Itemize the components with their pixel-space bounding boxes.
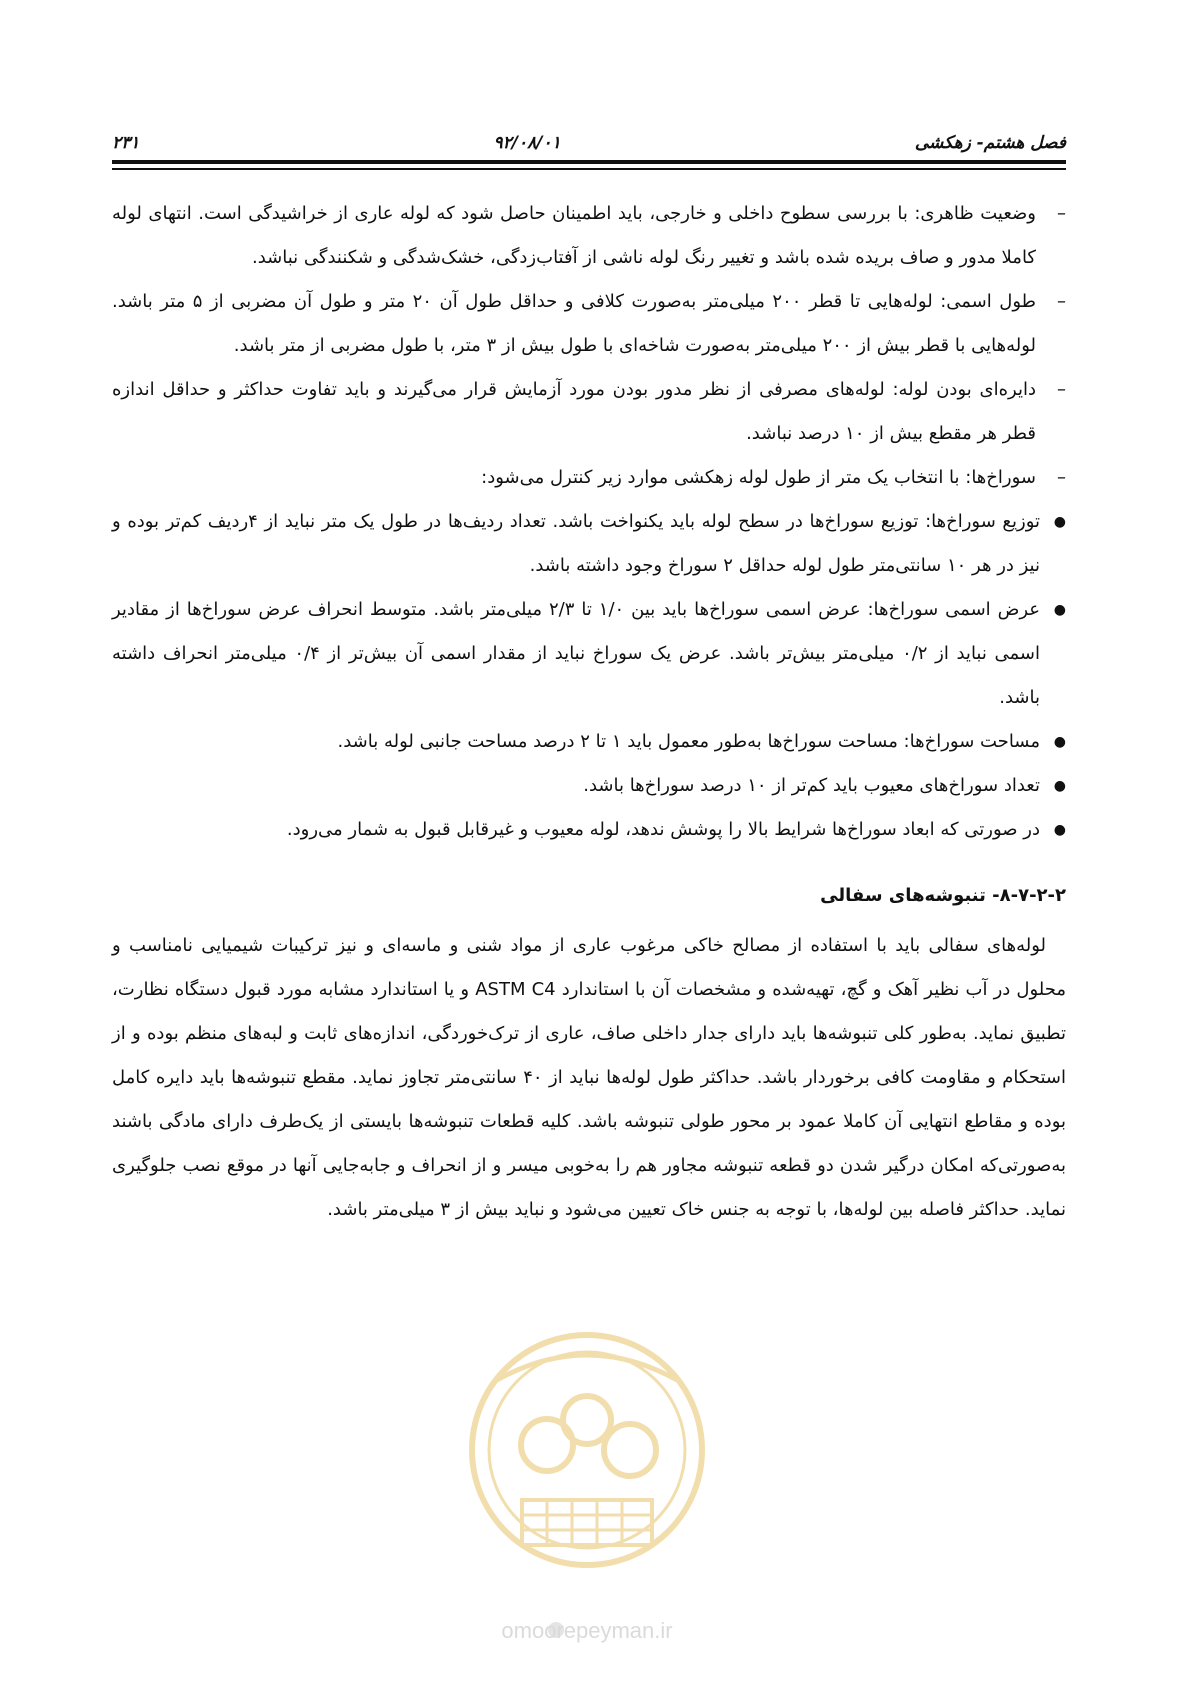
- dash-marker: –: [1057, 291, 1066, 312]
- bullet-item-area: [112, 720, 1066, 764]
- header-rule-thick: [112, 160, 1066, 164]
- dash-list: [112, 192, 1066, 500]
- dash-marker: –: [1057, 467, 1066, 488]
- bullet-item-distribution: [112, 500, 1066, 588]
- dash-item-roundness: [112, 368, 1066, 456]
- bullet-item-defective: [112, 764, 1066, 808]
- bullet-marker: ●: [1053, 514, 1066, 530]
- dash-item-perforations: [112, 456, 1066, 500]
- dash-marker: –: [1057, 203, 1066, 224]
- dash-item-text: سوراخ‌ها: با انتخاب یک متر از طول لوله زهکشی موارد زیر کنترل می‌شود:: [481, 467, 1036, 488]
- section-heading: ۸-۷-۲-۲- تنبوشه‌های سفالی: [820, 885, 1066, 906]
- page-number: ۲۳۱: [112, 133, 140, 153]
- bullet-item-text: عرض اسمی سوراخ‌ها: عرض اسمی سوراخ‌ها باید بین ۱/۰ تا ۲/۳ میلی‌متر باشد. متوسط انحراف عرض سوراخ‌ها از مقادیر اسمی نباید از ۰/۲ میلی‌متر بیش‌تر باشد. عرض یک سوراخ نباید از مقدار اسمی آن بیش‌تر از ۰/۴ میلی‌متر انحراف داشته باشد.: [112, 599, 1041, 708]
- bullet-marker: ●: [1053, 734, 1066, 750]
- watermark-seal-graphic: [452, 1310, 722, 1650]
- dash-item-text: طول اسمی: لوله‌هایی تا قطر ۲۰۰ میلی‌متر به‌صورت کلافی و حداقل طول آن ۲۰ متر و طول آن مضربی از ۵ متر باشد. لوله‌هایی با قطر بیش از ۲۰۰ میلی‌متر به‌صورت شاخه‌ای با طول بیش از ۳ متر، با طول مضربی از متر باشد.: [112, 291, 1036, 356]
- bullet-item-text: در صورتی که ابعاد سوراخ‌ها شرایط بالا را پوشش ندهد، لوله معیوب و غیرقابل قبول به شمار می‌رود.: [286, 819, 1040, 840]
- header-rule-thin: [112, 168, 1066, 170]
- dash-marker: –: [1057, 379, 1066, 400]
- bullet-item-text: توزیع سوراخ‌ها: توزیع سوراخ‌ها در سطح لوله باید یکنواخت باشد. تعداد ردیف‌ها در طول یک متر نباید از ۴ردیف کم‌تر بوده و نیز در هر ۱۰ سانتی‌متر طول لوله حداقل ۲ سوراخ وجود داشته باشد.: [112, 511, 1041, 576]
- revision-date: ۹۲/۰۸/۰۱: [493, 133, 561, 153]
- bullet-marker: ●: [1053, 822, 1066, 838]
- bullet-marker: ●: [1053, 602, 1066, 618]
- bullet-item-width: [112, 588, 1066, 720]
- bullet-list: [112, 500, 1066, 852]
- bullet-item-text: مساحت سوراخ‌ها: مساحت سوراخ‌ها به‌طور معمول باید ۱ تا ۲ درصد مساحت جانبی لوله باشد.: [337, 731, 1040, 752]
- dash-item-text: وضعیت ظاهری: با بررسی سطوح داخلی و خارجی، باید اطمینان حاصل شود که لوله عاری از خراشیدگی است. انتهای لوله کاملا مدور و صاف بریده شده باشد و تغییر رنگ لوله ناشی از آفتاب‌زدگی، خشک‌شدگی و شکنندگی نباشد.: [112, 203, 1036, 268]
- watermark-url: omoorepeyman.ir: [501, 1618, 673, 1643]
- watermark-logo: [452, 1310, 722, 1650]
- dash-item-nominal-length: [112, 280, 1066, 368]
- dash-item-appearance: [112, 192, 1066, 280]
- bullet-marker: ●: [1053, 778, 1066, 794]
- bullet-item-rejection: [112, 808, 1066, 852]
- chapter-title: فصل هشتم- زهکشی: [914, 133, 1066, 153]
- dash-item-text: دایره‌ای بودن لوله: لوله‌های مصرفی از نظر مدور بودن مورد آزمایش قرار می‌گیرند و باید تفاوت حداکثر و حداقل اندازه قطر هر مقطع بیش از ۱۰ درصد نباشد.: [112, 379, 1036, 444]
- section-paragraph: لوله‌های سفالی باید با استفاده از مصالح خاکی مرغوب عاری از مواد شنی و ماسه‌ای و نیز ترکیبات شیمیایی نامناسب و محلول در آب نظیر آهک و گچ، تهیه‌شده و مشخصات آن با استاندارد ASTM C4 و یا استاندارد مشابه مورد قبول دستگاه نظارت، تطبیق نماید. به‌طور کلی تنبوشه‌ها باید دارای جدار داخلی صاف، عاری از ترک‌خوردگی، اندازه‌های ثابت و لبه‌های منظم بوده و از استحکام و مقاومت کافی برخوردار باشد. حداکثر طول لوله‌ها نباید از ۴۰ سانتی‌متر تجاوز نماید. مقطع تنبوشه‌ها باید دایره کامل بوده و مقاطع انتهایی آن کاملا عمود بر محور طولی تنبوشه باشد. کلیه قطعات تنبوشه‌ها بایستی از یک‌طرف دارای مادگی باشند به‌صورتی‌که امکان درگیر شدن دو قطعه تنبوشه مجاور هم را به‌خوبی میسر و از انحراف و جابه‌جایی آنها در موقع نصب جلوگیری نماید. حداکثر فاصله بین لوله‌ها، با توجه به جنس خاک تعیین می‌شود و نباید بیش از ۳ میلی‌متر باشد.: [112, 935, 1066, 1220]
- bullet-item-text: تعداد سوراخ‌های معیوب باید کم‌تر از ۱۰ درصد سوراخ‌ها باشد.: [583, 775, 1040, 796]
- page-header: [112, 126, 1066, 160]
- page-content: [112, 192, 1066, 1232]
